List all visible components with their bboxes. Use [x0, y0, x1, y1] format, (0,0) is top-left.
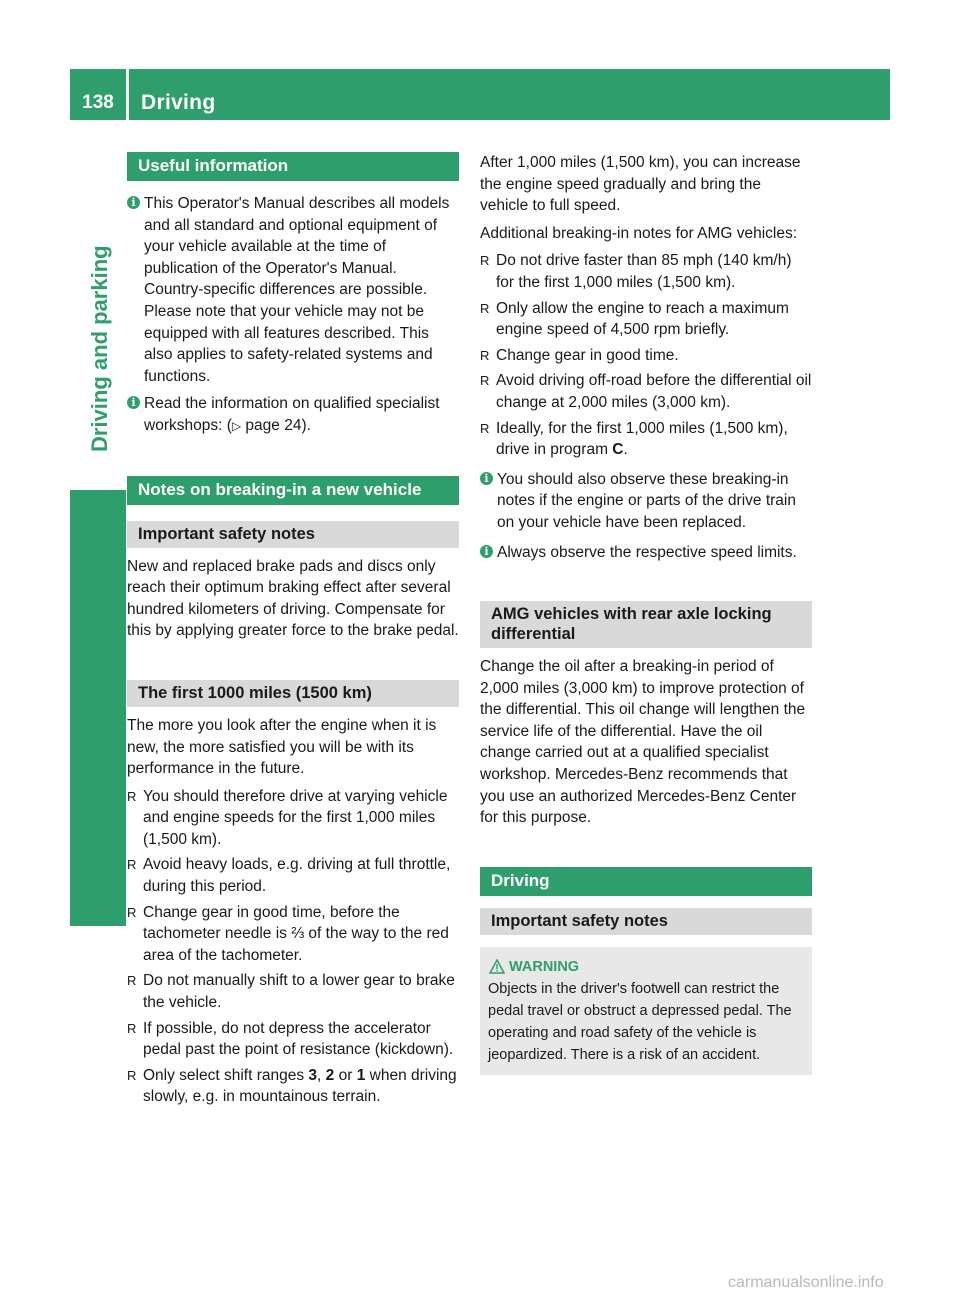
info-text-1: This Operator's Manual describes all models and all standard and optional equipment of your vehicle available at the time of publication of the Operator's Manual. Country-specific differences are possible. Please note that your vehicle may not be equipped with all features described. This also applies to safety-related systems and functions.	[144, 195, 450, 385]
header-bar	[70, 69, 890, 120]
first-1000-bullets	[127, 786, 459, 1108]
list-item: R Do not drive faster than 85 mph (140 km/h) for the first 1,000 miles (1,500 km).	[480, 250, 812, 293]
info-icon: i	[480, 545, 493, 558]
info-note-2	[127, 393, 459, 437]
safety-notes-heading-2: Important safety notes	[480, 908, 812, 935]
chapter-label: Driving and parking	[87, 245, 112, 452]
axle-text: Change the oil after a breaking-in period of 2,000 miles (3,000 km) to improve protection of the differential. This oil change will lengthen the service life of the differential. Have the oil change carried out at a qualified specialist workshop. Mercedes-Benz recommends that you use an authorized Mercedes-Benz Center for this purpose.	[480, 658, 806, 827]
page-title: Driving	[141, 91, 216, 114]
list-item: R Only allow the engine to reach a maximum engine speed of 4,500 rpm briefly.	[480, 298, 812, 341]
list-item: R Ideally, for the first 1,000 miles (1,500 km), drive in program C.	[480, 418, 812, 461]
info-note-3	[480, 469, 812, 534]
page-number: 138	[82, 92, 114, 113]
info-text-4: Always observe the respective speed limits.	[497, 543, 797, 561]
list-item: R Do not manually shift to a lower gear to brake the vehicle.	[127, 970, 459, 1013]
first-1000-miles-heading: The first 1000 miles (1500 km)	[127, 680, 459, 707]
page-ref-arrow-icon: ▷	[231, 418, 242, 433]
driving-heading: Driving	[480, 867, 812, 896]
info-text-2: Read the information on qualified specialist workshops: (▷ page 24).	[144, 395, 440, 434]
info-note-4	[480, 542, 812, 564]
info-text-3: You should also observe these breaking-in notes if the engine or parts of the drive train on your vehicle have been replaced.	[497, 470, 796, 531]
right-column	[480, 152, 812, 1075]
list-item: R Change gear in good time.	[480, 345, 812, 367]
list-item: R You should therefore drive at varying vehicle and engine speeds for the first 1,000 miles (1,500 km).	[127, 786, 459, 851]
chapter-side-tab	[70, 490, 126, 926]
warning-triangle-icon	[489, 959, 505, 981]
warning-text: Objects in the driver's footwell can restrict the pedal travel or obstruct a depressed pedal. The operating and road safety of the vehicle is jeopardized. There is a risk of an accident.	[488, 980, 792, 1063]
info-icon: i	[127, 396, 140, 409]
axle-heading: AMG vehicles with rear axle locking differential	[480, 601, 812, 648]
list-item: R Avoid driving off-road before the differential oil change at 2,000 miles (3,000 km).	[480, 370, 812, 413]
info-icon: i	[127, 196, 140, 209]
safety-notes-text: New and replaced brake pads and discs only reach their optimum braking effect after several hundred kilometers of driving. Compensate for this by applying greater force to the brake pedal.	[127, 557, 459, 640]
info-note-1	[127, 193, 459, 387]
list-item: R Avoid heavy loads, e.g. driving at full throttle, during this period.	[127, 854, 459, 897]
list-item: R Change gear in good time, before the tachometer needle is ⅔ of the way to the red area of the tachometer.	[127, 902, 459, 967]
after-1000-text: After 1,000 miles (1,500 km), you can increase the engine speed gradually and bring the vehicle to full speed.	[480, 154, 801, 215]
breakin-heading: Notes on breaking-in a new vehicle	[127, 476, 459, 505]
list-item: R Only select shift ranges 3, 2 or 1 when driving slowly, e.g. in mountainous terrain.	[127, 1065, 459, 1108]
safety-notes-heading: Important safety notes	[127, 521, 459, 548]
list-item: R If possible, do not depress the accelerator pedal past the point of resistance (kickdown).	[127, 1018, 459, 1061]
amg-intro: Additional breaking-in notes for AMG vehicles:	[480, 224, 798, 242]
left-column	[127, 152, 459, 1108]
warning-heading: WARNING	[488, 956, 804, 978]
warning-box	[480, 947, 812, 1075]
watermark: carmanualsonline.info	[728, 1274, 884, 1291]
useful-info-heading: Useful information	[127, 152, 459, 181]
amg-bullets	[480, 250, 812, 460]
first-1000-intro: The more you look after the engine when it is new, the more satisfied you will be with its performance in the future.	[127, 716, 437, 778]
header-separator	[126, 69, 129, 120]
info-icon: i	[480, 472, 493, 485]
